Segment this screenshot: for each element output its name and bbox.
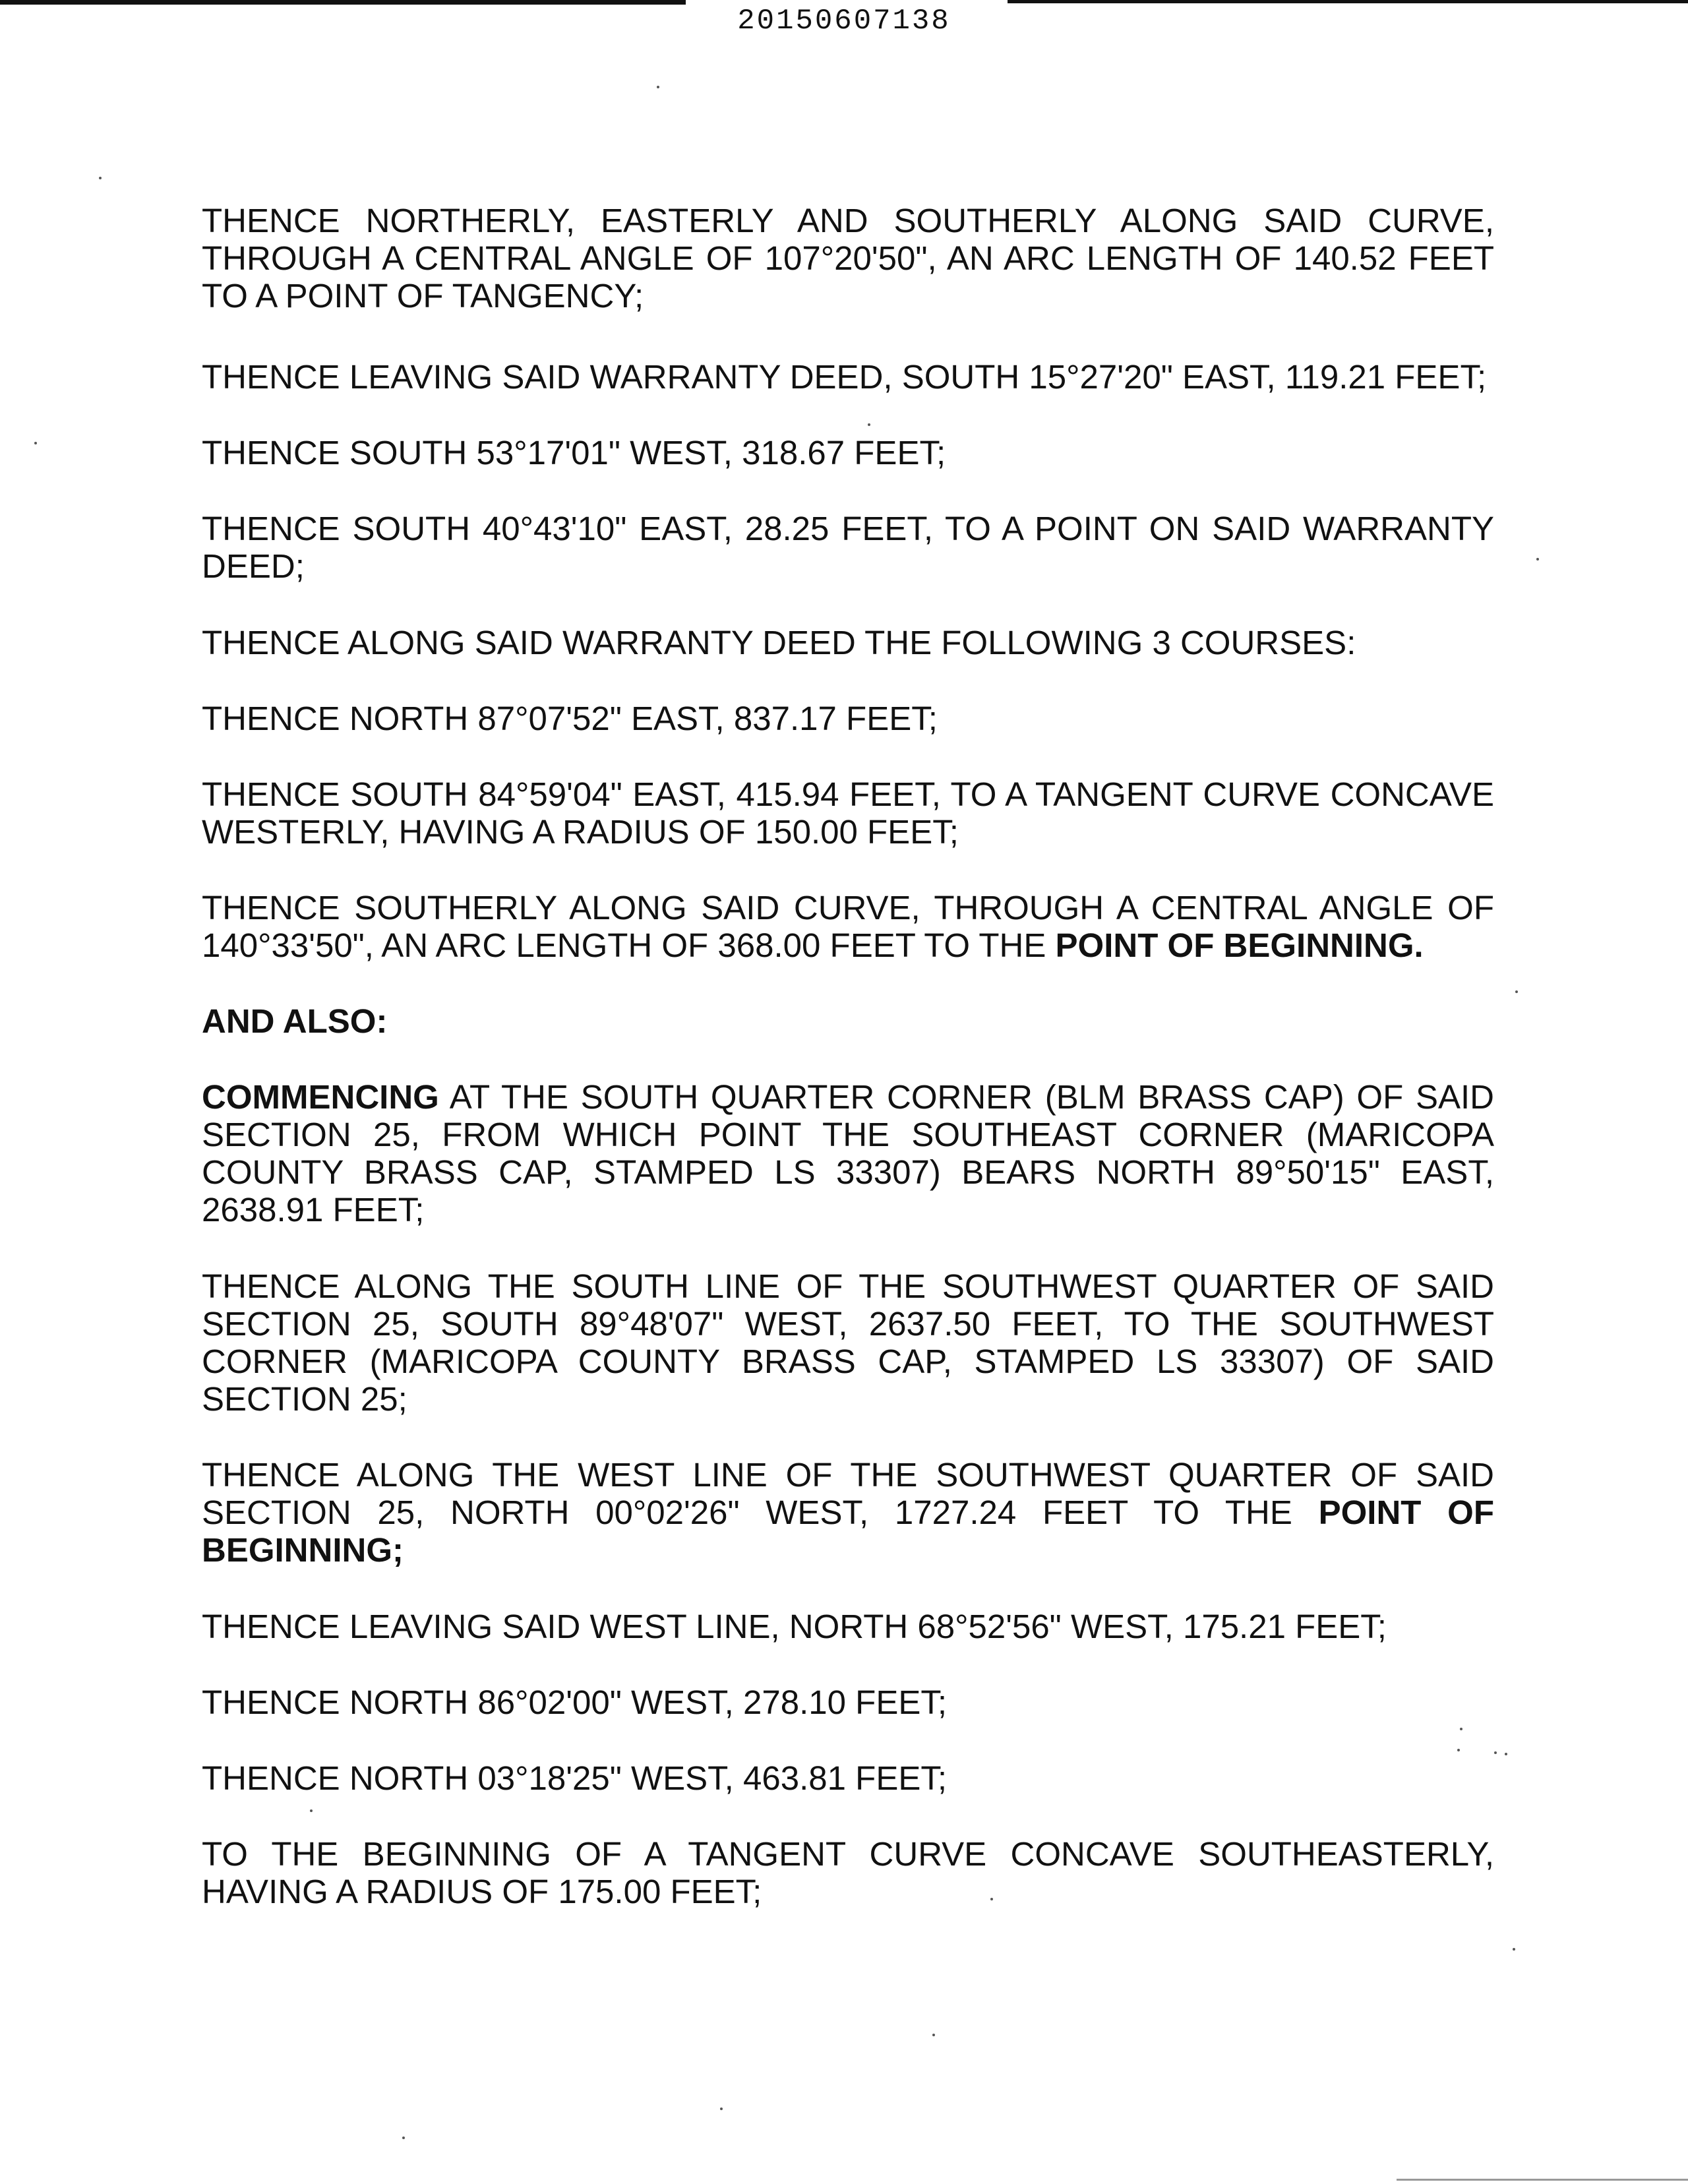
- scan-speck: [1515, 990, 1518, 993]
- scan-speck: [1460, 1728, 1462, 1730]
- paragraph-following-courses: THENCE ALONG SAID WARRANTY DEED THE FOLLOWING 3 COURSES:: [202, 624, 1356, 661]
- scan-speck: [99, 177, 102, 179]
- scan-speck: [34, 442, 37, 444]
- paragraph-text: THENCE SOUTHERLY ALONG SAID CURVE, THROUGH A CENTRAL ANGLE OF 140°33'50", AN ARC LENGTH OF 368.00 FEET TO THE: [202, 889, 1494, 964]
- paragraph-tangent-curve: TO THE BEGINNING OF A TANGENT CURVE CONCAVE SOUTHEASTERLY, HAVING A RADIUS OF 175.00 FEET;: [202, 1835, 1494, 1910]
- scan-speck: [990, 1898, 993, 1900]
- scan-speck: [932, 2034, 935, 2036]
- paragraph-text: THENCE ALONG THE WEST LINE OF THE SOUTHWEST QUARTER OF SAID SECTION 25, NORTH 00°02'26" WEST, 1727.24 FEET TO THE: [202, 1456, 1494, 1531]
- scan-speck: [720, 2108, 723, 2110]
- paragraph-leaving-warranty-deed: THENCE LEAVING SAID WARRANTY DEED, SOUTH 15°27'20" EAST, 119.21 FEET;: [202, 358, 1487, 396]
- scan-speck: [402, 2137, 405, 2139]
- point-of-beginning-label: POINT OF BEGINNING.: [1055, 926, 1424, 964]
- paragraph-south-40: THENCE SOUTH 40°43'10" EAST, 28.25 FEET, TO A POINT ON SAID WARRANTY DEED;: [202, 510, 1494, 585]
- paragraph-north-87: THENCE NORTH 87°07'52" EAST, 837.17 FEET;: [202, 700, 938, 737]
- scan-speck: [1513, 1948, 1515, 1951]
- paragraph-south-line: THENCE ALONG THE SOUTH LINE OF THE SOUTHWEST QUARTER OF SAID SECTION 25, SOUTH 89°48'07" WEST, 2637.50 FEET, TO THE SOUTHWEST CORNER (MARICOPA COUNTY BRASS CAP, STAMPED LS 33307) OF SAID SECTION 25;: [202, 1267, 1494, 1418]
- paragraph-text: AT THE SOUTH QUARTER CORNER (BLM BRASS CAP) OF SAID SECTION 25, FROM WHICH POINT THE SOUTHEAST CORNER (MARICOPA COUNTY BRASS CAP, STAMPED LS 33307) BEARS NORTH 89°50'15" EAST, 2638.91 FEET;: [202, 1078, 1494, 1228]
- paragraph-north-03: THENCE NORTH 03°18'25" WEST, 463.81 FEET;: [202, 1759, 948, 1797]
- scan-edge-bottom: [1397, 2179, 1688, 2181]
- and-also-heading: [202, 1002, 1494, 1040]
- paragraph-west-line: [202, 1456, 1494, 1569]
- paragraph-south-84: THENCE SOUTH 84°59'04" EAST, 415.94 FEET, TO A TANGENT CURVE CONCAVE WESTERLY, HAVING A RADIUS OF 150.00 FEET;: [202, 775, 1494, 851]
- paragraph-curve-northerly: THENCE NORTHERLY, EASTERLY AND SOUTHERLY ALONG SAID CURVE, THROUGH A CENTRAL ANGLE OF 107°20'50", AN ARC LENGTH OF 140.52 FEET TO A POINT OF TANGENCY;: [202, 202, 1494, 315]
- scan-speck: [1494, 1751, 1497, 1754]
- paragraph-north-68: THENCE LEAVING SAID WEST LINE, NORTH 68°52'56" WEST, 175.21 FEET;: [202, 1608, 1387, 1645]
- paragraph-curve-southerly: [202, 889, 1494, 964]
- document-number: 20150607138: [737, 5, 951, 38]
- point-of-beginning-label: POINT OF BEGINNING;: [202, 1494, 1494, 1569]
- scan-speck: [1536, 558, 1539, 561]
- scan-speck: [868, 423, 870, 426]
- paragraph-commencing: [202, 1078, 1494, 1228]
- paragraph-south-53: THENCE SOUTH 53°17'01" WEST, 318.67 FEET;: [202, 434, 946, 471]
- scan-speck: [310, 1809, 313, 1812]
- scan-speck: [1457, 1749, 1460, 1751]
- scan-speck: [1505, 1753, 1507, 1755]
- scan-speck: [657, 86, 659, 88]
- paragraph-north-86: THENCE NORTH 86°02'00" WEST, 278.10 FEET;: [202, 1684, 948, 1721]
- commencing-label: COMMENCING: [202, 1078, 439, 1116]
- and-also-label: AND ALSO:: [202, 1002, 388, 1040]
